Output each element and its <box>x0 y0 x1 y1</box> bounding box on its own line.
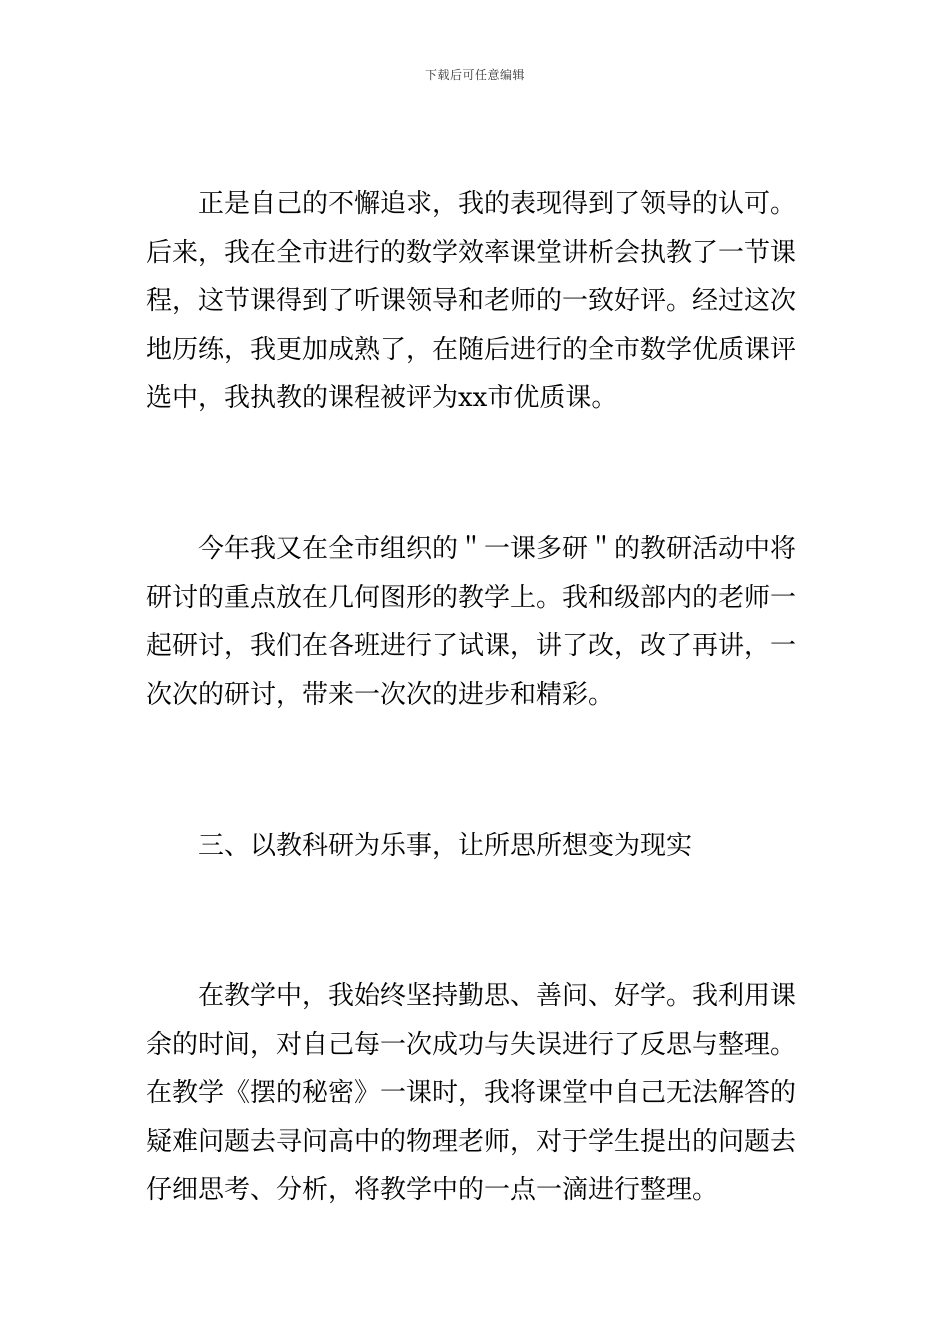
paragraph-line: 地历练，我更加成熟了，在随后进行的全市数学优质课评 <box>146 334 797 365</box>
paragraph-line: 后来，我在全市进行的数学效率课堂讲析会执教了一节课 <box>146 237 797 268</box>
paragraph-line: 在教学《摆的秘密》一课时，我将课堂中自己无法解答的 <box>146 1078 797 1108</box>
paragraph-line: 余的时间，对自己每一次成功与失误进行了反思与整理。 <box>146 1029 797 1060</box>
paragraph-line: 程，这节课得到了听课领导和老师的一致好评。经过这次 <box>146 286 797 316</box>
paragraph-research-activity <box>146 525 808 719</box>
paragraph-line: 今年我又在全市组织的＂一课多研＂的教研活动中将 <box>198 534 797 564</box>
section-heading: 三、以教科研为乐事，让所思所想变为现实 <box>198 831 693 861</box>
paragraph-line: 起研讨，我们在各班进行了试课，讲了改，改了再讲，一 <box>146 631 797 661</box>
header-note: 下载后可任意编辑 <box>424 68 525 82</box>
paragraph-line: 疑难问题去寻问高中的物理老师，对于学生提出的问题去 <box>146 1126 797 1157</box>
paragraph-reflection <box>146 972 808 1215</box>
paragraph-line: 研讨的重点放在几何图形的教学上。我和级部内的老师一 <box>146 582 797 613</box>
paragraph-line: 次次的研讨，带来一次次的进步和精彩。 <box>146 679 615 710</box>
paragraph-line: 仔细思考、分析，将教学中的一点一滴进行整理。 <box>146 1175 719 1205</box>
paragraph-line: 在教学中，我始终坚持勤思、善问、好学。我利用课 <box>198 981 797 1011</box>
paragraph-line: 选中，我执教的课程被评为xx市优质课。 <box>146 383 618 413</box>
paragraph-line: 正是自己的不懈追求，我的表现得到了领导的认可。 <box>198 189 797 219</box>
paragraph-achievement <box>146 180 808 423</box>
